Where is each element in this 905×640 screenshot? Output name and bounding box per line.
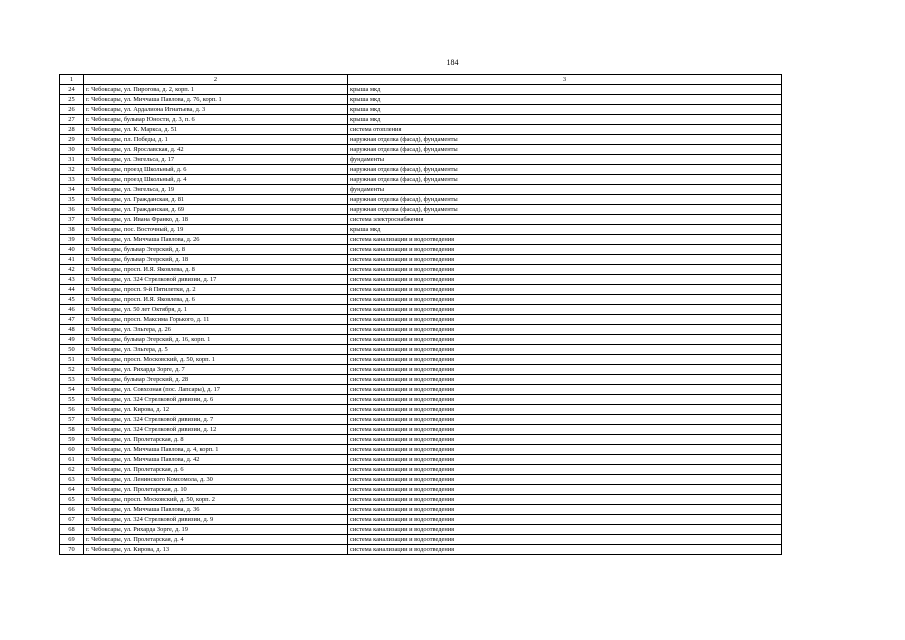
work-type-cell: система электроснабжения	[348, 215, 782, 225]
row-number-cell: 69	[60, 535, 84, 545]
row-number-cell: 40	[60, 245, 84, 255]
row-number-cell: 44	[60, 285, 84, 295]
address-cell: г. Чебоксары, ул. Ивана Франко, д. 18	[84, 215, 348, 225]
work-type-cell: система канализации и водоотведения	[348, 325, 782, 335]
table-row	[60, 225, 782, 235]
address-cell: г. Чебоксары, ул. Гражданская, д. 81	[84, 195, 348, 205]
work-type-cell: система канализации и водоотведения	[348, 465, 782, 475]
address-cell: г. Чебоксары, ул. 50 лет Октября, д. 1	[84, 305, 348, 315]
row-number-cell: 46	[60, 305, 84, 315]
work-type-cell: крыша мкд	[348, 115, 782, 125]
row-number-cell: 63	[60, 475, 84, 485]
table-row	[60, 255, 782, 265]
page-number: 184	[446, 58, 459, 67]
table-row	[60, 95, 782, 105]
row-number-cell: 45	[60, 295, 84, 305]
address-cell: г. Чебоксары, ул. 324 Стрелковой дивизии, д. 6	[84, 395, 348, 405]
work-type-cell: фундаменты	[348, 185, 782, 195]
work-type-cell: система канализации и водоотведения	[348, 435, 782, 445]
address-cell: г. Чебоксары, ул. Энгельса, д. 17	[84, 155, 348, 165]
row-number-cell: 31	[60, 155, 84, 165]
address-cell: г. Чебоксары, ул. Ардалиона Игнатьева, д. 3	[84, 105, 348, 115]
work-type-cell: система канализации и водоотведения	[348, 295, 782, 305]
row-number-cell: 70	[60, 545, 84, 555]
table-row	[60, 145, 782, 155]
address-cell: г. Чебоксары, ул. Миччаша Павлова, д. 76, корп. 1	[84, 95, 348, 105]
row-number-cell: 29	[60, 135, 84, 145]
work-type-cell: система канализации и водоотведения	[348, 245, 782, 255]
table-row	[60, 335, 782, 345]
row-number-cell: 50	[60, 345, 84, 355]
work-type-cell: система канализации и водоотведения	[348, 455, 782, 465]
row-number-cell: 55	[60, 395, 84, 405]
work-type-cell: система канализации и водоотведения	[348, 315, 782, 325]
address-cell: г. Чебоксары, бульвар Эгерский, д. 28	[84, 375, 348, 385]
address-cell: г. Чебоксары, ул. Энгельса, д. 19	[84, 185, 348, 195]
row-number-cell: 34	[60, 185, 84, 195]
table-row	[60, 455, 782, 465]
work-type-cell: наружная отделка (фасад), фундаменты	[348, 175, 782, 185]
row-number-cell: 57	[60, 415, 84, 425]
table-row	[60, 515, 782, 525]
table-row	[60, 175, 782, 185]
row-number-cell: 32	[60, 165, 84, 175]
work-type-cell: система канализации и водоотведения	[348, 515, 782, 525]
address-cell: г. Чебоксары, ул. Ленинского Комсомола, д. 30	[84, 475, 348, 485]
row-number-cell: 48	[60, 325, 84, 335]
row-number-cell: 58	[60, 425, 84, 435]
address-cell: г. Чебоксары, ул. Пролетарская, д. 8	[84, 435, 348, 445]
row-number-cell: 43	[60, 275, 84, 285]
row-number-cell: 33	[60, 175, 84, 185]
work-type-cell: наружная отделка (фасад), фундаменты	[348, 205, 782, 215]
work-type-cell: система канализации и водоотведения	[348, 405, 782, 415]
address-cell: г. Чебоксары, ул. Миччаша Павлова, д. 4, корп. 1	[84, 445, 348, 455]
row-number-cell: 68	[60, 525, 84, 535]
address-cell: г. Чебоксары, проезд Школьный, д. 6	[84, 165, 348, 175]
address-cell: г. Чебоксары, просп. Максима Горького, д. 11	[84, 315, 348, 325]
address-cell: г. Чебоксары, бульвар Эгерский, д. 18	[84, 255, 348, 265]
row-number-cell: 47	[60, 315, 84, 325]
address-cell: г. Чебоксары, ул. 324 Стрелковой дивизии, д. 17	[84, 275, 348, 285]
row-number-cell: 39	[60, 235, 84, 245]
work-type-cell: фундаменты	[348, 155, 782, 165]
address-cell: г. Чебоксары, ул. Пирогова, д. 2, корп. 1	[84, 85, 348, 95]
table-row	[60, 165, 782, 175]
work-type-cell: наружная отделка (фасад), фундаменты	[348, 195, 782, 205]
row-number-cell: 25	[60, 95, 84, 105]
table-row	[60, 195, 782, 205]
work-type-cell: система канализации и водоотведения	[348, 485, 782, 495]
work-type-cell: наружная отделка (фасад), фундаменты	[348, 135, 782, 145]
address-table	[59, 74, 782, 555]
row-number-cell: 52	[60, 365, 84, 375]
table-body	[60, 85, 782, 555]
table-row	[60, 245, 782, 255]
work-type-cell: система канализации и водоотведения	[348, 375, 782, 385]
table-row	[60, 525, 782, 535]
address-cell: г. Чебоксары, просп. Московский, д. 50, корп. 2	[84, 495, 348, 505]
work-type-cell: система канализации и водоотведения	[348, 355, 782, 365]
table-row	[60, 535, 782, 545]
work-type-cell: система канализации и водоотведения	[348, 505, 782, 515]
row-number-cell: 28	[60, 125, 84, 135]
row-number-cell: 27	[60, 115, 84, 125]
table-row	[60, 405, 782, 415]
table-row	[60, 235, 782, 245]
column-header-number: 1	[60, 75, 84, 85]
table-row	[60, 495, 782, 505]
work-type-cell: система канализации и водоотведения	[348, 255, 782, 265]
table-row	[60, 155, 782, 165]
work-type-cell: система канализации и водоотведения	[348, 285, 782, 295]
table-row	[60, 395, 782, 405]
table-row	[60, 325, 782, 335]
row-number-cell: 36	[60, 205, 84, 215]
table-row	[60, 185, 782, 195]
table-row	[60, 485, 782, 495]
address-cell: г. Чебоксары, бульвар Юности, д. 3, п. 6	[84, 115, 348, 125]
row-number-cell: 53	[60, 375, 84, 385]
row-number-cell: 61	[60, 455, 84, 465]
work-type-cell: система канализации и водоотведения	[348, 495, 782, 505]
table-row	[60, 315, 782, 325]
row-number-cell: 38	[60, 225, 84, 235]
column-header-address: 2	[84, 75, 348, 85]
address-cell: г. Чебоксары, бульвар Эгерский, д. 16, корп. 1	[84, 335, 348, 345]
table-row	[60, 85, 782, 95]
address-cell: г. Чебоксары, ул. Пролетарская, д. 10	[84, 485, 348, 495]
address-cell: г. Чебоксары, пос. Восточный, д. 19	[84, 225, 348, 235]
address-cell: г. Чебоксары, просп. 9-й Пятилетки, д. 2	[84, 285, 348, 295]
table-row	[60, 425, 782, 435]
table-row	[60, 275, 782, 285]
work-type-cell: система отопления	[348, 125, 782, 135]
row-number-cell: 37	[60, 215, 84, 225]
row-number-cell: 59	[60, 435, 84, 445]
address-cell: г. Чебоксары, ул. К. Маркса, д. 51	[84, 125, 348, 135]
address-cell: г. Чебоксары, ул. Эльгера, д. 26	[84, 325, 348, 335]
address-cell: г. Чебоксары, ул. Рихарда Зорге, д. 7	[84, 365, 348, 375]
work-type-cell: наружная отделка (фасад), фундаменты	[348, 145, 782, 155]
row-number-cell: 67	[60, 515, 84, 525]
table-row	[60, 295, 782, 305]
address-cell: г. Чебоксары, ул. Рихарда Зорге, д. 19	[84, 525, 348, 535]
address-cell: г. Чебоксары, ул. Миччаша Павлова, д. 42	[84, 455, 348, 465]
work-type-cell: наружная отделка (фасад), фундаменты	[348, 165, 782, 175]
address-cell: г. Чебоксары, просп. И.Я. Яковлева, д. 8	[84, 265, 348, 275]
table-row	[60, 385, 782, 395]
table-row	[60, 355, 782, 365]
row-number-cell: 56	[60, 405, 84, 415]
address-cell: г. Чебоксары, просп. И.Я. Яковлева, д. 6	[84, 295, 348, 305]
table-row	[60, 125, 782, 135]
address-cell: г. Чебоксары, ул. Пролетарская, д. 4	[84, 535, 348, 545]
work-type-cell: система канализации и водоотведения	[348, 525, 782, 535]
table-row	[60, 135, 782, 145]
work-type-cell: система канализации и водоотведения	[348, 395, 782, 405]
table-row	[60, 445, 782, 455]
table-row	[60, 415, 782, 425]
table-header-row	[60, 75, 782, 85]
table-row	[60, 465, 782, 475]
table-row	[60, 475, 782, 485]
work-type-cell: система канализации и водоотведения	[348, 335, 782, 345]
table-row	[60, 115, 782, 125]
table-row	[60, 285, 782, 295]
row-number-cell: 24	[60, 85, 84, 95]
address-cell: г. Чебоксары, ул. Пролетарская, д. 6	[84, 465, 348, 475]
row-number-cell: 54	[60, 385, 84, 395]
work-type-cell: крыша мкд	[348, 225, 782, 235]
work-type-cell: система канализации и водоотведения	[348, 445, 782, 455]
address-cell: г. Чебоксары, ул. Гражданская, д. 69	[84, 205, 348, 215]
work-type-cell: система канализации и водоотведения	[348, 305, 782, 315]
address-cell: г. Чебоксары, ул. Ярославская, д. 42	[84, 145, 348, 155]
work-type-cell: система канализации и водоотведения	[348, 235, 782, 245]
address-cell: г. Чебоксары, ул. Кирова, д. 13	[84, 545, 348, 555]
work-type-cell: система канализации и водоотведения	[348, 365, 782, 375]
table-row	[60, 305, 782, 315]
row-number-cell: 62	[60, 465, 84, 475]
row-number-cell: 60	[60, 445, 84, 455]
work-type-cell: система канализации и водоотведения	[348, 415, 782, 425]
work-type-cell: крыша мкд	[348, 105, 782, 115]
address-cell: г. Чебоксары, ул. Миччаша Павлова, д. 36	[84, 505, 348, 515]
work-type-cell: система канализации и водоотведения	[348, 265, 782, 275]
address-cell: г. Чебоксары, проезд Школьный, д. 4	[84, 175, 348, 185]
address-cell: г. Чебоксары, ул. Миччаша Павлова, д. 26	[84, 235, 348, 245]
row-number-cell: 51	[60, 355, 84, 365]
address-cell: г. Чебоксары, бульвар Эгерский, д. 8	[84, 245, 348, 255]
work-type-cell: система канализации и водоотведения	[348, 535, 782, 545]
work-type-cell: система канализации и водоотведения	[348, 545, 782, 555]
address-cell: г. Чебоксары, ул. 324 Стрелковой дивизии, д. 9	[84, 515, 348, 525]
address-cell: г. Чебоксары, ул. Эльгера, д. 5	[84, 345, 348, 355]
work-type-cell: система канализации и водоотведения	[348, 385, 782, 395]
address-cell: г. Чебоксары, просп. Московский, д. 50, корп. 1	[84, 355, 348, 365]
table-row	[60, 365, 782, 375]
table-row	[60, 435, 782, 445]
address-cell: г. Чебоксары, ул. Кирова, д. 12	[84, 405, 348, 415]
address-cell: г. Чебоксары, пл. Победы, д. 1	[84, 135, 348, 145]
address-cell: г. Чебоксары, ул. 324 Стрелковой дивизии, д. 12	[84, 425, 348, 435]
work-type-cell: система канализации и водоотведения	[348, 275, 782, 285]
work-type-cell: система канализации и водоотведения	[348, 345, 782, 355]
table-row	[60, 375, 782, 385]
row-number-cell: 66	[60, 505, 84, 515]
table-row	[60, 205, 782, 215]
row-number-cell: 49	[60, 335, 84, 345]
work-type-cell: крыша мкд	[348, 85, 782, 95]
row-number-cell: 41	[60, 255, 84, 265]
work-type-cell: крыша мкд	[348, 95, 782, 105]
row-number-cell: 42	[60, 265, 84, 275]
table-row	[60, 505, 782, 515]
work-type-cell: система канализации и водоотведения	[348, 475, 782, 485]
table-row	[60, 105, 782, 115]
work-type-cell: система канализации и водоотведения	[348, 425, 782, 435]
table-row	[60, 345, 782, 355]
row-number-cell: 26	[60, 105, 84, 115]
address-cell: г. Чебоксары, ул. 324 Стрелковой дивизии, д. 7	[84, 415, 348, 425]
row-number-cell: 35	[60, 195, 84, 205]
table-row	[60, 215, 782, 225]
table-row	[60, 545, 782, 555]
row-number-cell: 64	[60, 485, 84, 495]
address-cell: г. Чебоксары, ул. Совхозная (пос. Лапсары), д. 17	[84, 385, 348, 395]
table-row	[60, 265, 782, 275]
row-number-cell: 30	[60, 145, 84, 155]
column-header-work-type: 3	[348, 75, 782, 85]
row-number-cell: 65	[60, 495, 84, 505]
